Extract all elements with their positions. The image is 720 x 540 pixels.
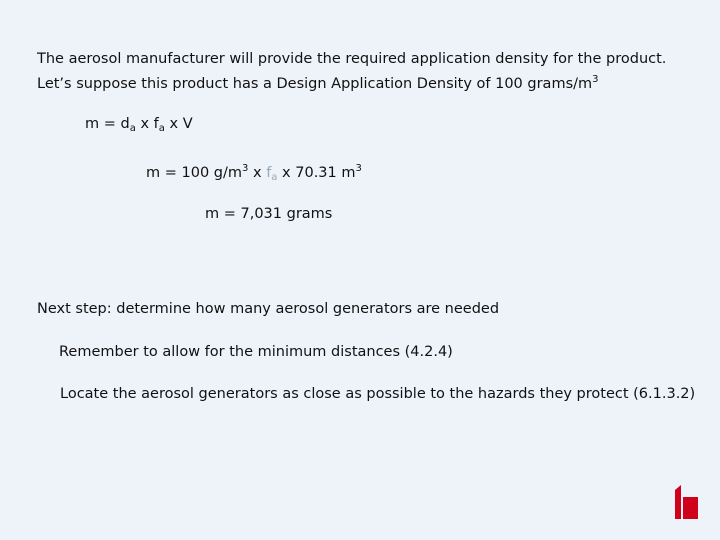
result-line: m = 7,031 grams bbox=[205, 206, 333, 222]
formula-general-sub-b: a bbox=[158, 123, 165, 134]
formula-values-part3: x 70.31 m bbox=[277, 165, 356, 181]
intro-line-2-exponent: 3 bbox=[592, 74, 599, 85]
formula-values-factor: f bbox=[266, 165, 272, 181]
locate-line: Locate the aerosol generators as close as possible to the hazards they protect (6.1.3.2) bbox=[60, 386, 696, 402]
formula-values-factor-sub: a bbox=[271, 172, 278, 183]
logo-icon bbox=[672, 485, 702, 519]
formula-general-sub-a: a bbox=[129, 123, 136, 134]
formula-general bbox=[85, 115, 193, 138]
formula-general-rhs: x V bbox=[164, 116, 193, 132]
formula-values-exp2: 3 bbox=[355, 163, 362, 174]
formula-values-part2: x bbox=[248, 165, 267, 181]
intro-line-1: The aerosol manufacturer will provide the required application density for the product. bbox=[37, 51, 667, 67]
next-step-line: Next step: determine how many aerosol generators are needed bbox=[37, 301, 500, 317]
formula-values-part1: m = 100 g/m bbox=[146, 165, 242, 181]
intro-line-2-text: Let’s suppose this product has a Design Application Density of 100 grams/m bbox=[37, 76, 593, 92]
formula-values bbox=[146, 160, 362, 187]
formula-values-exp1: 3 bbox=[242, 163, 249, 174]
formula-general-lhs: m = d bbox=[85, 116, 130, 132]
formula-general-mid: x f bbox=[135, 116, 159, 132]
intro-line-2 bbox=[37, 71, 599, 93]
reminder-line: Remember to allow for the minimum distances (4.2.4) bbox=[59, 344, 453, 360]
